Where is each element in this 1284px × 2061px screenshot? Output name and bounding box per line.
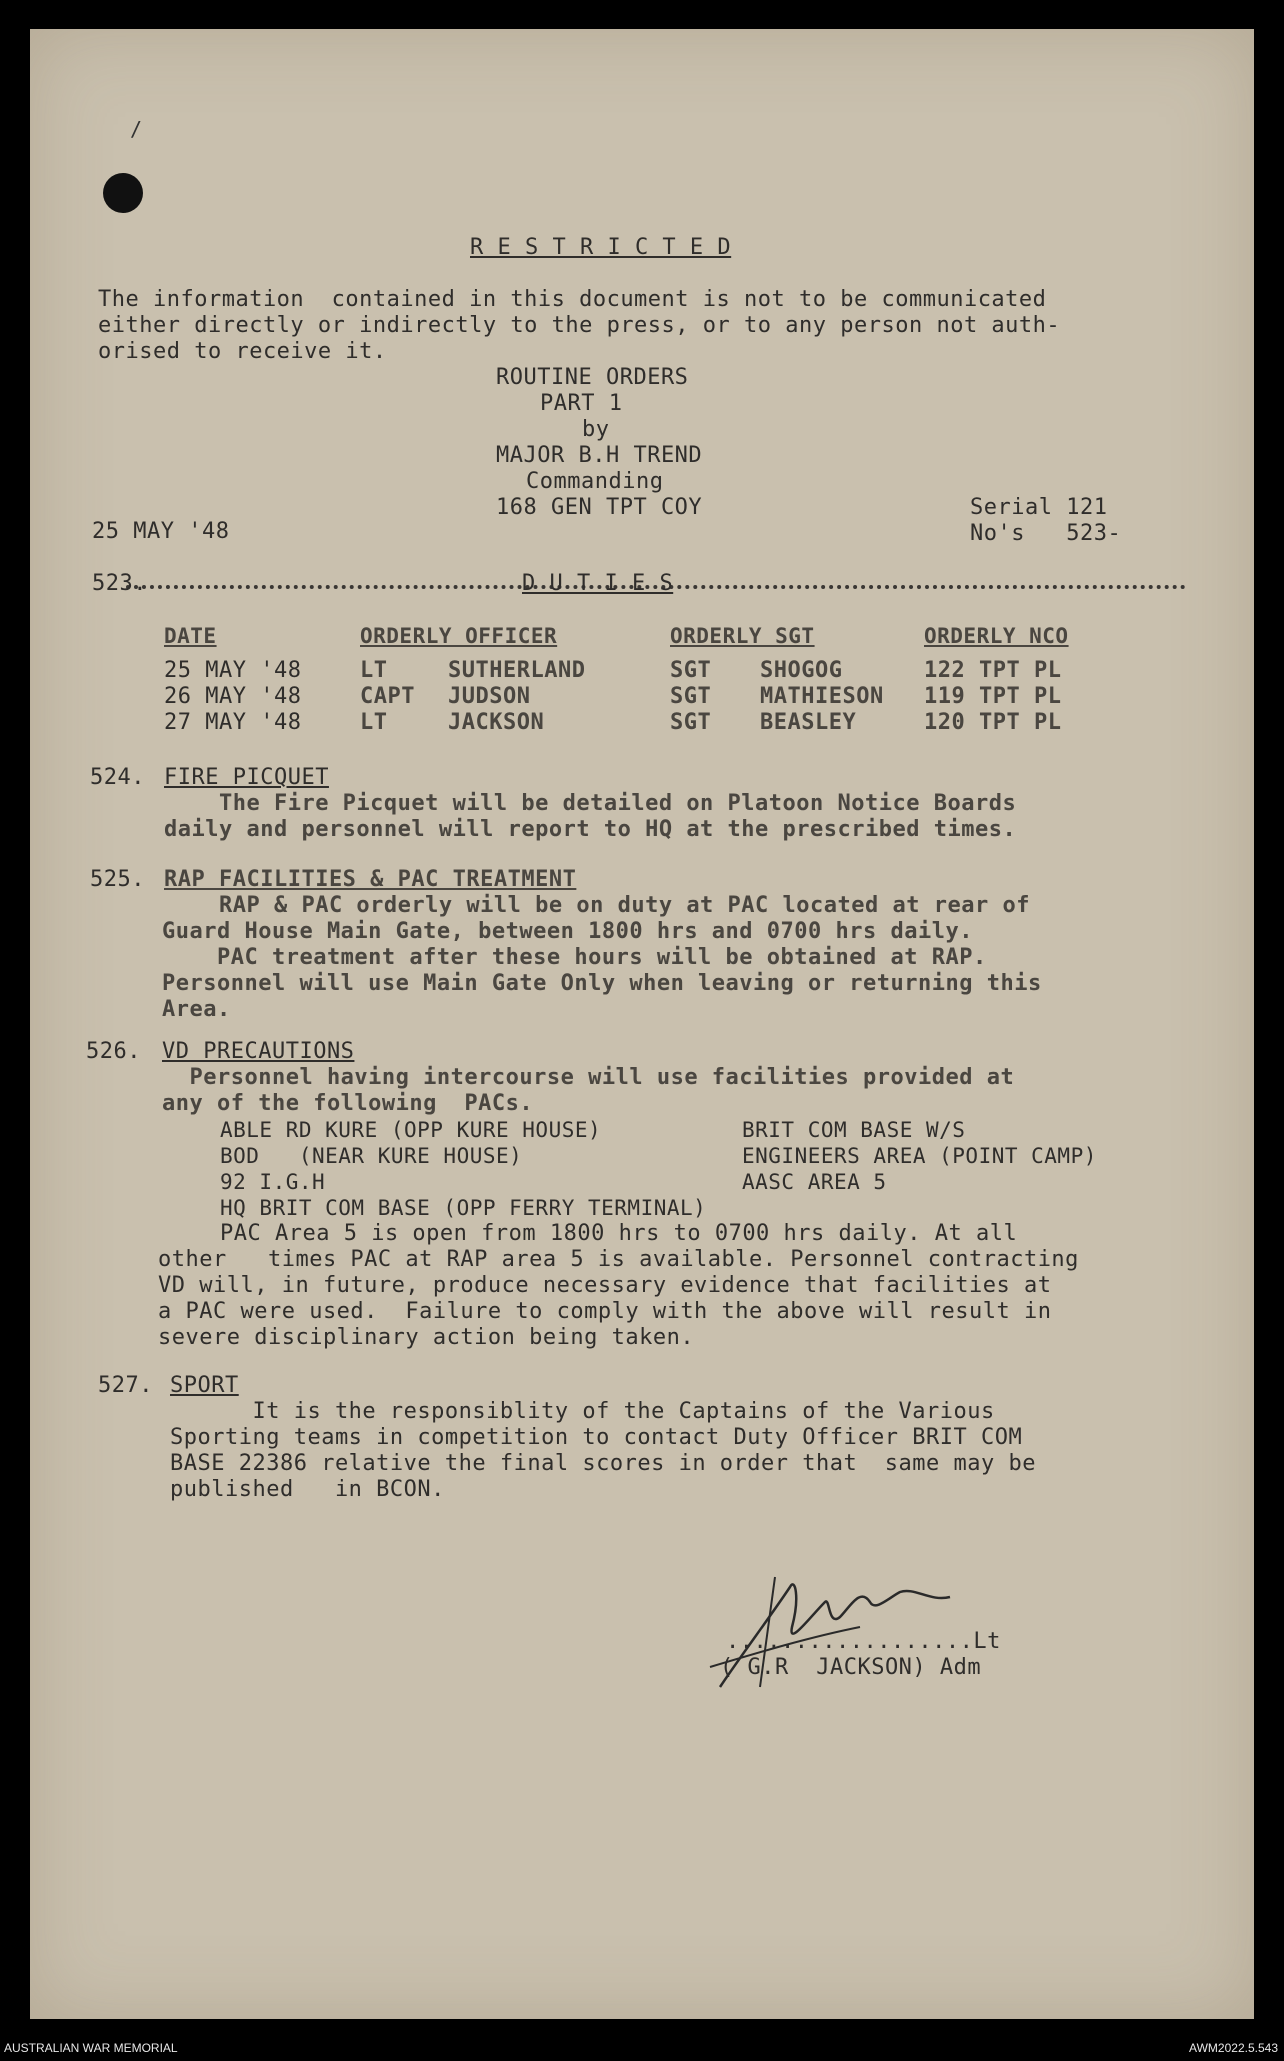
body-line: a PAC were used. Failure to comply with the above will result in <box>158 1299 1052 1324</box>
sgt-name: MATHIESON <box>760 684 884 709</box>
body-line: PAC Area 5 is open from 1800 hrs to 0700 hrs daily. At all <box>220 1221 1018 1246</box>
section-title: RAP FACILITIES & PAC TREATMENT <box>164 867 577 892</box>
section-title: FIRE PICQUET <box>164 765 329 790</box>
officer-rank: LT <box>360 658 388 683</box>
pencil-mark: / <box>130 117 143 141</box>
body-line: VD will, in future, produce necessary evidence that facilities at <box>158 1273 1052 1298</box>
sgt-rank: SGT <box>670 710 712 735</box>
body-line: Personnel having intercourse will use facilities provided at <box>162 1065 1015 1090</box>
section-number: 526. <box>86 1039 141 1064</box>
officer-name: JUDSON <box>448 684 531 709</box>
sgt-name: SHOGOG <box>760 658 843 683</box>
title-line: by <box>582 417 610 442</box>
body-line: Guard House Main Gate, between 1800 hrs and 0700 hrs daily. <box>162 919 973 944</box>
pac-location: ABLE RD KURE (OPP KURE HOUSE) <box>220 1118 602 1142</box>
duty-date: 25 MAY '48 <box>164 658 302 683</box>
pac-location: BOD (NEAR KURE HOUSE) <box>220 1144 523 1168</box>
column-header: ORDERLY SGT <box>670 624 815 648</box>
section-title: SPORT <box>170 1373 239 1398</box>
nco-unit: 119 TPT PL <box>924 684 1062 709</box>
body-line: BASE 22386 relative the final scores in order that same may be <box>170 1451 1036 1476</box>
column-header: ORDERLY NCO <box>924 624 1069 648</box>
body-line: RAP & PAC orderly will be on duty at PAC located at rear of <box>164 893 1030 918</box>
archive-reference: AWM2022.5.543 <box>1189 2041 1278 2055</box>
body-line: It is the responsiblity of the Captains of the Various <box>170 1399 995 1424</box>
signatory-name: ( G.R JACKSON) Adm <box>720 1655 982 1680</box>
sgt-rank: SGT <box>670 684 712 709</box>
nco-unit: 122 TPT PL <box>924 658 1062 683</box>
pac-location: HQ BRIT COM BASE (OPP FERRY TERMINAL) <box>220 1196 707 1220</box>
sgt-rank: SGT <box>670 658 712 683</box>
serial-number: Serial 121 <box>970 495 1108 520</box>
punch-hole <box>103 173 143 213</box>
section-number: 524. <box>90 765 145 790</box>
title-line: Commanding <box>526 469 664 494</box>
notice-line-2: either directly or indirectly to the press, or to any person not auth- <box>98 313 1061 338</box>
officer-name: JACKSON <box>448 710 545 735</box>
pac-location: 92 I.G.H <box>220 1170 326 1194</box>
title-line: 168 GEN TPT COY <box>496 495 703 520</box>
body-line: published in BCON. <box>170 1477 445 1502</box>
column-header: ORDERLY OFFICER <box>360 624 558 648</box>
restricted-heading: R E S T R I C T E D <box>470 235 732 260</box>
document-page <box>30 29 1254 2019</box>
body-line: PAC treatment after these hours will be obtained at RAP. <box>162 945 987 970</box>
body-line: any of the following PACs. <box>162 1091 534 1116</box>
notice-line-1: The information contained in this document is not to be communicated <box>98 287 1047 312</box>
body-line: daily and personnel will report to HQ at the prescribed times. <box>164 817 1017 842</box>
pac-location: ENGINEERS AREA (POINT CAMP) <box>742 1144 1097 1168</box>
order-numbers: No's 523- <box>970 521 1122 546</box>
body-line: Sporting teams in competition to contact Duty Officer BRIT COM <box>170 1425 1023 1450</box>
archive-credit: AUSTRALIAN WAR MEMORIAL <box>4 2041 178 2055</box>
pac-location: AASC AREA 5 <box>742 1170 887 1194</box>
order-date: 25 MAY '48 <box>92 519 230 544</box>
duty-date: 27 MAY '48 <box>164 710 302 735</box>
officer-rank: CAPT <box>360 684 415 709</box>
body-line: Personnel will use Main Gate Only when leaving or returning this <box>162 971 1042 996</box>
body-line: Area. <box>162 997 231 1022</box>
title-line: PART 1 <box>540 391 623 416</box>
body-line: severe disciplinary action being taken. <box>158 1325 695 1350</box>
body-line: The Fire Picquet will be detailed on Platoon Notice Boards <box>164 791 1017 816</box>
signature-line: ..................Lt <box>726 1629 1001 1654</box>
section-title: D U T I E S <box>522 571 674 596</box>
officer-rank: LT <box>360 710 388 735</box>
duty-date: 26 MAY '48 <box>164 684 302 709</box>
sgt-name: BEASLEY <box>760 710 857 735</box>
section-number: 525. <box>90 867 145 892</box>
pac-location: BRIT COM BASE W/S <box>742 1118 966 1142</box>
column-header: DATE <box>164 624 217 648</box>
title-line: ROUTINE ORDERS <box>496 365 689 390</box>
section-title: VD PRECAUTIONS <box>162 1039 355 1064</box>
section-number: 527. <box>98 1373 153 1398</box>
nco-unit: 120 TPT PL <box>924 710 1062 735</box>
title-line: MAJOR B.H TREND <box>496 443 703 468</box>
notice-line-3: orised to receive it. <box>98 339 387 364</box>
section-number: 523. <box>92 571 147 596</box>
body-line: other times PAC at RAP area 5 is available. Personnel contracting <box>158 1247 1079 1272</box>
officer-name: SUTHERLAND <box>448 658 586 683</box>
